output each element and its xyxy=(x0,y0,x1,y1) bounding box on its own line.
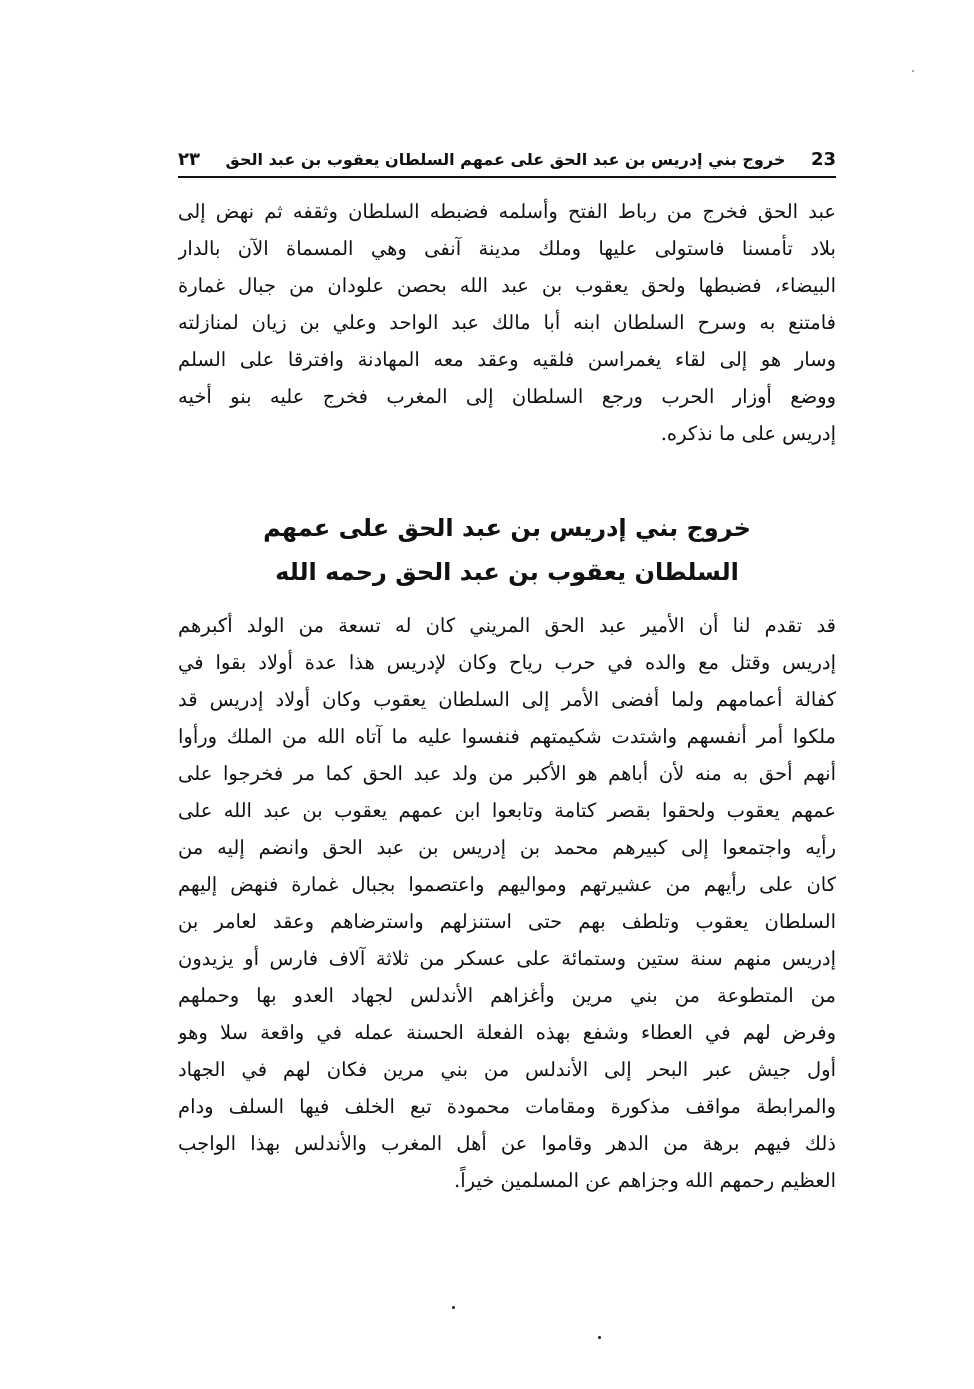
section-heading-line-2: السلطان يعقوب بن عبد الحق رحمه الله xyxy=(275,558,739,586)
running-header-title: خروج بني إدريس بن عبد الحق على عمهم السلطان يعقوب بن عبد الحق xyxy=(225,149,786,169)
section-paragraph xyxy=(178,607,836,1199)
text-line: ملكوا أمر أنفسهم واشتدت شكيمتهم فنفسوا عليه ما آتاه الله من الملك ورأوا xyxy=(178,725,836,748)
text-line: بلاد تأمسنا فاستولى عليها وملك مدينة آنفى وهي المسماة الآن بالدار xyxy=(178,237,836,260)
text-line: إدريس على ما نذكره. xyxy=(660,422,836,445)
page-number: 23 xyxy=(810,148,836,170)
running-header xyxy=(178,144,836,174)
text-line: عبد الحق فخرج من رباط الفتح وأسلمه فضبطه السلطان وثقفه ثم نهض إلى xyxy=(178,200,836,223)
scan-speck xyxy=(912,70,914,72)
text-line: البيضاء، فضبطها ولحق يعقوب بن عبد الله بحصن علودان من جبال غمارة xyxy=(178,274,836,297)
text-line: العظيم رحمهم الله وجزاهم عن المسلمين خيراً. xyxy=(454,1169,836,1192)
scan-speck xyxy=(452,1306,455,1309)
section-heading xyxy=(178,506,836,594)
text-line: والمرابطة مواقف مذكورة ومقامات محمودة تبع الخلف فيها السلف ودام xyxy=(178,1095,836,1118)
text-line: عمهم يعقوب ولحقوا بقصر كتامة وتابعوا ابن عمهم يعقوب بن عبد الله على xyxy=(178,799,836,822)
text-line: إدريس وقتل مع والده في حرب رياح وكان لإدريس هذا عدة أولاد بقوا في xyxy=(178,651,836,674)
text-line: كان على رأيهم من عشيرتهم ومواليهم واعتصموا بجبال غمارة فنهض إليهم xyxy=(178,873,836,896)
text-line: أول جيش عبر البحر إلى الأندلس من بني مرين فكان لهم في الجهاد xyxy=(178,1058,836,1081)
text-line: من المتطوعة من بني مرين وأغزاهم الأندلس لجهاد العدو بها وحملهم xyxy=(178,984,836,1007)
text-line: ووضع أوزار الحرب ورجع السلطان إلى المغرب فخرج عليه بنو أخيه xyxy=(178,385,836,408)
text-line: السلطان يعقوب وتلطف بهم حتى استنزلهم واسترضاهم وعقد لعامر بن xyxy=(178,910,836,933)
text-line: وسار هو إلى لقاء يغمراسن فلقيه وعقد معه المهادنة وافترقا على السلم xyxy=(178,348,836,371)
page-number-arabic: ٢٣ xyxy=(178,148,200,170)
section-heading-line-1: خروج بني إدريس بن عبد الحق على عمهم xyxy=(263,514,751,542)
text-line: كفالة أعمامهم ولما أفضى الأمر إلى السلطان يعقوب وكان أولاد إدريس قد xyxy=(178,688,836,711)
text-line: إدريس منهم سنة ستين وستمائة على عسكر من ثلاثة آلاف فارس أو يزيدون xyxy=(178,947,836,970)
scan-speck xyxy=(598,1336,601,1339)
text-line: قد تقدم لنا أن الأمير عبد الحق المريني كان له تسعة من الولد أكبرهم xyxy=(178,614,836,637)
text-line: أنهم أحق به منه لأن أباهم هو الأكبر من ولد عبد الحق كما مر فخرجوا على xyxy=(178,762,836,785)
text-line: ذلك فيهم برهة من الدهر وقاموا عن أهل المغرب والأندلس بهذا الواجب xyxy=(178,1132,836,1155)
header-divider xyxy=(178,176,836,178)
text-line: وفرض لهم في العطاء وشفع بهذه الفعلة الحسنة عمله في واقعة سلا وهو xyxy=(178,1021,836,1044)
text-line: فامتنع به وسرح السلطان ابنه أبا مالك عبد الواحد وعلي بن زيان لمنازلته xyxy=(178,311,836,334)
text-line: رأيه واجتمعوا إلى كبيرهم محمد بن إدريس بن عبد الحق وانضم إليه من xyxy=(178,836,836,859)
paragraph-continuation xyxy=(178,193,836,452)
